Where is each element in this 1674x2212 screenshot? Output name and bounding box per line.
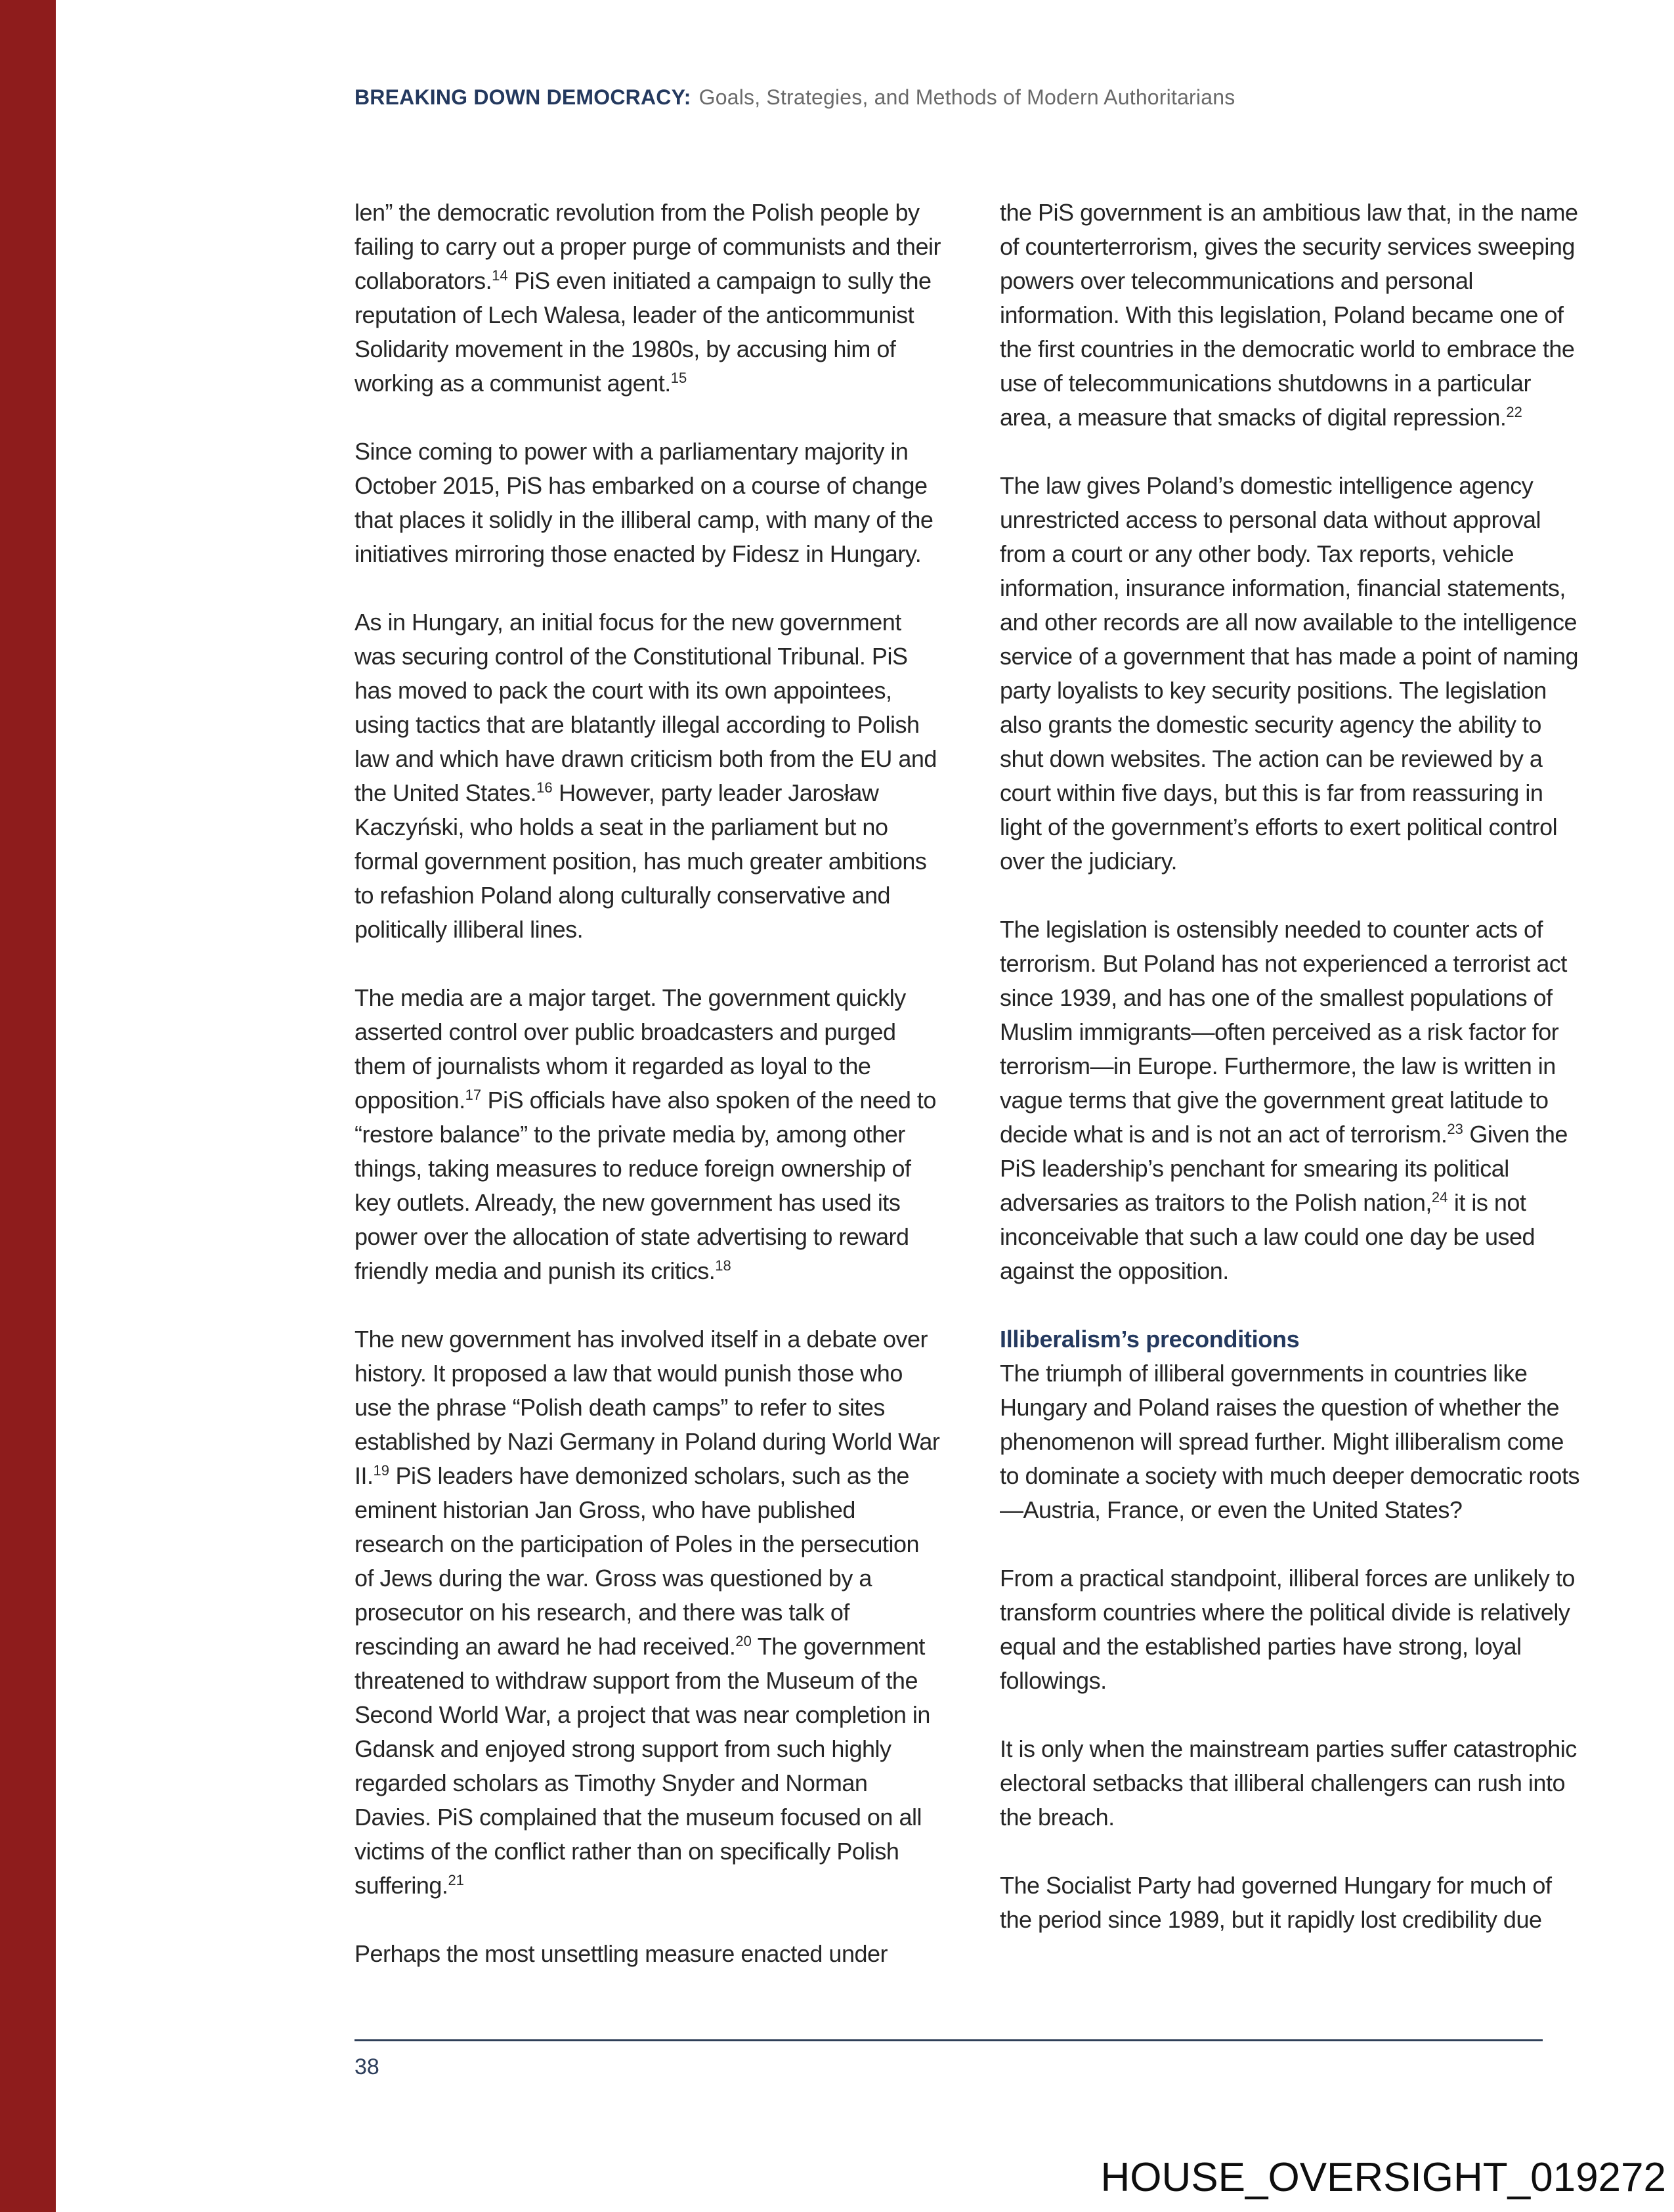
- paragraph: len” the democratic revolution from the Polish people by failing to carry out a proper purge of communists and their collaborators.$^{14}$ PiS even initiated a campaign to sully the reputation of Lech Walesa, leader of the anticommunist Solidarity movement in the 1980s, by accusing him of working as a communist agent.$^{15}$: [354, 199, 941, 397]
- footnote-ref: 23: [1447, 1121, 1463, 1137]
- paragraph: Perhaps the most unsettling measure enacted under: [354, 1940, 888, 1967]
- header-title-rest: Goals, Strategies, and Methods of Modern Authoritarians: [698, 85, 1235, 109]
- header-title-bold: BREAKING DOWN DEMOCRACY:: [354, 85, 691, 109]
- footnote-ref: 24: [1431, 1189, 1448, 1205]
- page-header: [354, 84, 1235, 110]
- paragraph: The Socialist Party had governed Hungary for much of the period since 1989, but it rapidly lost credibility due: [1000, 1872, 1552, 1933]
- paragraph: Since coming to power with a parliamentary majority in October 2015, PiS has embarked on a course of change that places it solidly in the illiberal camp, with many of the initiatives mirroring those enacted by Fidesz in Hungary.: [354, 438, 934, 567]
- paragraph: As in Hungary, an initial focus for the new government was securing control of the Constitutional Tribunal. PiS has moved to pack the court with its own appointees, using tactics that are blatantly illegal according to Polish law and which have drawn criticism both from the EU and the United States.$^{16}$ However, party leader Jarosław Kaczyński, who holds a seat in the parliament but no formal government position, has much greater ambitions to refashion Poland along culturally conservative and politically illiberal lines.: [354, 609, 937, 943]
- footer-divider: [354, 2039, 1543, 2041]
- footnote-ref: 16: [536, 779, 553, 796]
- footnote-ref: 15: [670, 370, 687, 386]
- left-accent-bar: [0, 0, 56, 2212]
- footnote-ref: 14: [492, 267, 508, 284]
- footnote-ref: 20: [735, 1633, 752, 1649]
- paragraph: The law gives Poland’s domestic intelligence agency unrestricted access to personal data without approval from a court or any other body. Tax reports, vehicle information, insurance information, financial statements, and other records are all now available to the intelligence service of a government that has made a point of naming party loyalists to key security positions. The legislation also grants the domestic security agency the ability to shut down websites. The action can be reviewed by a court within five days, but this is far from reassuring in light of the government’s efforts to exert political control over the judiciary.: [1000, 472, 1579, 875]
- paragraph: The new government has involved itself in a debate over history. It proposed a law that would punish those who use the phrase “Polish death camps” to refer to sites established by Nazi Germany in Poland during World War II.$^{19}$ PiS leaders have demonized scholars, such as the eminent historian Jan Gross, who have published research on the participation of Poles in the persecution of Jews during the war. Gross was questioned by a prosecutor on his research, and there was talk of rescinding an award he had received.$^{20}$ The government threatened to withdraw support from the Museum of the Second World War, a project that was near completion in Gdansk and enjoyed strong support from such highly regarded scholars as Timothy Snyder and Norman Davies. PiS complained that the museum focused on all victims of the conflict rather than on specifically Polish suffering.$^{21}$: [354, 1326, 940, 1899]
- bates-stamp: HOUSE_OVERSIGHT_019272: [1100, 2155, 1666, 2200]
- section-heading: Illiberalism’s preconditions: [1000, 1326, 1300, 1353]
- footnote-ref: 19: [373, 1462, 389, 1479]
- footnote-ref: 21: [448, 1872, 464, 1888]
- text-column-left: [354, 196, 943, 2005]
- paragraph: The legislation is ostensibly needed to counter acts of terrorism. But Poland has not experienced a terrorist act since 1939, and has one of the smallest populations of Muslim immigrants—often perceived as a risk factor for terrorism—in Europe. Furthermore, the law is written in vague terms that give the government great latitude to decide what is and is not an act of terrorism.$^{23}$ Given the PiS leadership’s penchant for smearing its political adversaries as traitors to the Polish nation,$^{24}$ it is not inconceivable that such a law could one day be used against the opposition.: [1000, 916, 1568, 1284]
- paragraph: The triumph of illiberal governments in countries like Hungary and Poland raises the question of whether the phenomenon will spread further. Might illiberalism come to dominate a society with much deeper democratic roots—Austria, France, or even the United States?: [1000, 1360, 1579, 1523]
- footnote-ref: 22: [1506, 404, 1522, 420]
- paragraph: From a practical standpoint, illiberal forces are unlikely to transform countries where the political divide is relatively equal and the established parties have strong, loyal followings.: [1000, 1565, 1575, 1694]
- footnote-ref: 18: [715, 1257, 731, 1274]
- paragraph: It is only when the mainstream parties suffer catastrophic electoral setbacks that illiberal challengers can rush into the breach.: [1000, 1735, 1577, 1831]
- paragraph: the PiS government is an ambitious law that, in the name of counterterrorism, gives the security services sweeping powers over telecommunications and personal information. With this legislation, Poland became one of the first countries in the democratic world to embrace the use of telecommunications shutdowns in a particular area, a measure that smacks of digital repression.$^{22}$: [1000, 199, 1578, 431]
- text-column-right: [1000, 196, 1589, 1971]
- page-number: 38: [354, 2054, 379, 2079]
- paragraph: The media are a major target. The government quickly asserted control over public broadcasters and purged them of journalists whom it regarded as loyal to the opposition.$^{17}$ PiS officials have also spoken of the need to “restore balance” to the private media by, among other things, taking measures to reduce foreign ownership of key outlets. Already, the new government has used its power over the allocation of state advertising to reward friendly media and punish its critics.$^{18}$: [354, 984, 936, 1284]
- footnote-ref: 17: [465, 1087, 482, 1103]
